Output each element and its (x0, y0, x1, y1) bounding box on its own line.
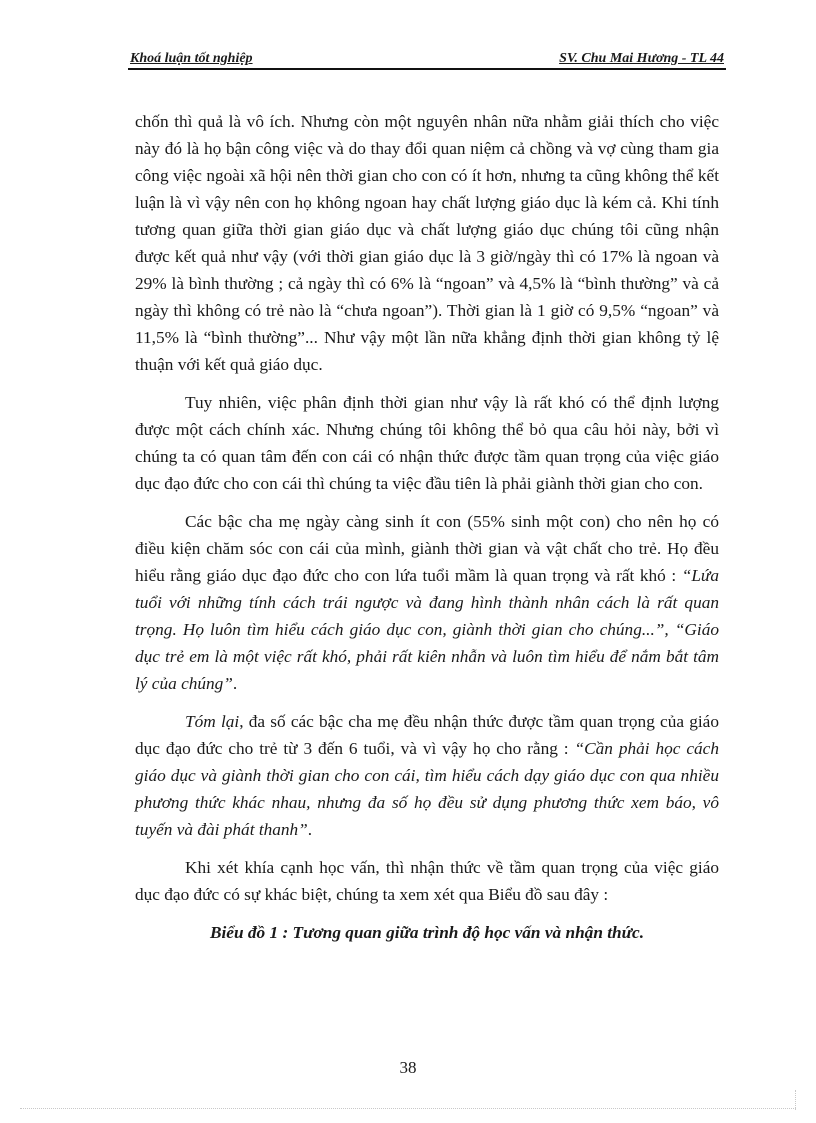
page-bottom-border (20, 1108, 796, 1109)
paragraph-3-text: Các bậc cha mẹ ngày càng sinh ít con (55% sinh một con) cho nên họ có điều kiện chăm sóc con cái của mình, giành thời gian và vật chất cho trẻ. Họ đều hiểu rằng giáo dục đạo đức cho con lứa tuổi mầm là quan trọng và rất khó : (135, 512, 719, 585)
paragraph-2: Tuy nhiên, việc phân định thời gian như vậy là rất khó có thể định lượng được một cách chính xác. Nhưng chúng tôi không thể bỏ qua câu hỏi này, bởi vì chúng ta có quan tâm đến con cái có nhận thức được tầm quan trọng của việc giáo dục đạo đức cho con cái thì chúng ta việc đầu tiên là phải giành thời gian cho con. (135, 393, 719, 493)
paragraph-3-quote: “Lứa tuổi với những tính cách trái ngược và đang hình thành nhân cách là rất quan trọng. Họ luôn tìm hiểu cách giáo dục con, giành thời gian cho chúng...”, “Giáo dục trẻ em là một việc rất khó, phải rất kiên nhẫn và luôn tìm hiểu để nắm bắt tâm lý của chúng” (135, 566, 719, 693)
header-right-author: SV. Chu Mai Hương - TL 44 (559, 51, 724, 66)
page-corner-border (795, 1090, 796, 1110)
header-left-title: Khoá luận tốt nghiệp (130, 51, 253, 66)
paragraph-5: Khi xét khía cạnh học vấn, thì nhận thức về tầm quan trọng của việc giáo dục đạo đức có sự khác biệt, chúng ta xem xét qua Biểu đồ sau đây : (135, 858, 719, 904)
paragraph-4-text: , đa số các bậc cha mẹ đều nhận thức được tầm quan trọng của giáo dục đạo đức cho trẻ từ 3 đến 6 tuổi, và vì vậy họ cho rằng : (135, 712, 719, 758)
page-header (128, 48, 726, 70)
paragraph-1: chốn thì quả là vô ích. Nhưng còn một nguyên nhân nữa nhằm giải thích cho việc này đó là họ bận công việc và do thay đổi quan niệm cả chồng và vợ cùng tham gia công việc ngoài xã hội nên thời gian cho con có ít hơn, nhưng ta cũng không thể kết luận là vì vậy nên con họ không ngoan hay chất lượng giáo dục là kém cả. Khi tính tương quan giữa thời gian giáo dục và chất lượng giáo dục chúng tôi cũng nhận được kết quả như vậy (với thời gian giáo dục là 3 giờ/ngày thì có 17% là ngoan và 29% là bình thường ; cả ngày thì có 6% là “ngoan” và 4,5% là “bình thường” và cả ngày thì không có trẻ nào là “chưa ngoan”). Thời gian là 1 giờ có 9,5% “ngoan” và 11,5% là “bình thường”... Như vậy một lần nữa khẳng định thời gian không tỷ lệ thuận với kết quả giáo dục. (135, 112, 719, 374)
paragraph-3-end: . (232, 674, 238, 693)
paragraph-4-end: . (307, 820, 313, 839)
page-number: 38 (399, 1058, 417, 1077)
paragraph-4-lead: Tóm lại (185, 712, 240, 731)
paragraph-4 (135, 708, 719, 843)
paragraph-4-quote: “Cần phải học cách giáo dục và giành thời gian cho con cái, tìm hiểu cách dạy giáo dục con qua nhiều phương thức khác nhau, nhưng đa số họ đều sử dụng phương thức xem báo, vô tuyến và đài phát thanh” (135, 739, 719, 839)
paragraph-3 (135, 508, 719, 697)
document-body (135, 108, 719, 957)
figure-caption: Biểu đồ 1 : Tương quan giữa trình độ học vấn và nhận thức. (209, 923, 645, 942)
